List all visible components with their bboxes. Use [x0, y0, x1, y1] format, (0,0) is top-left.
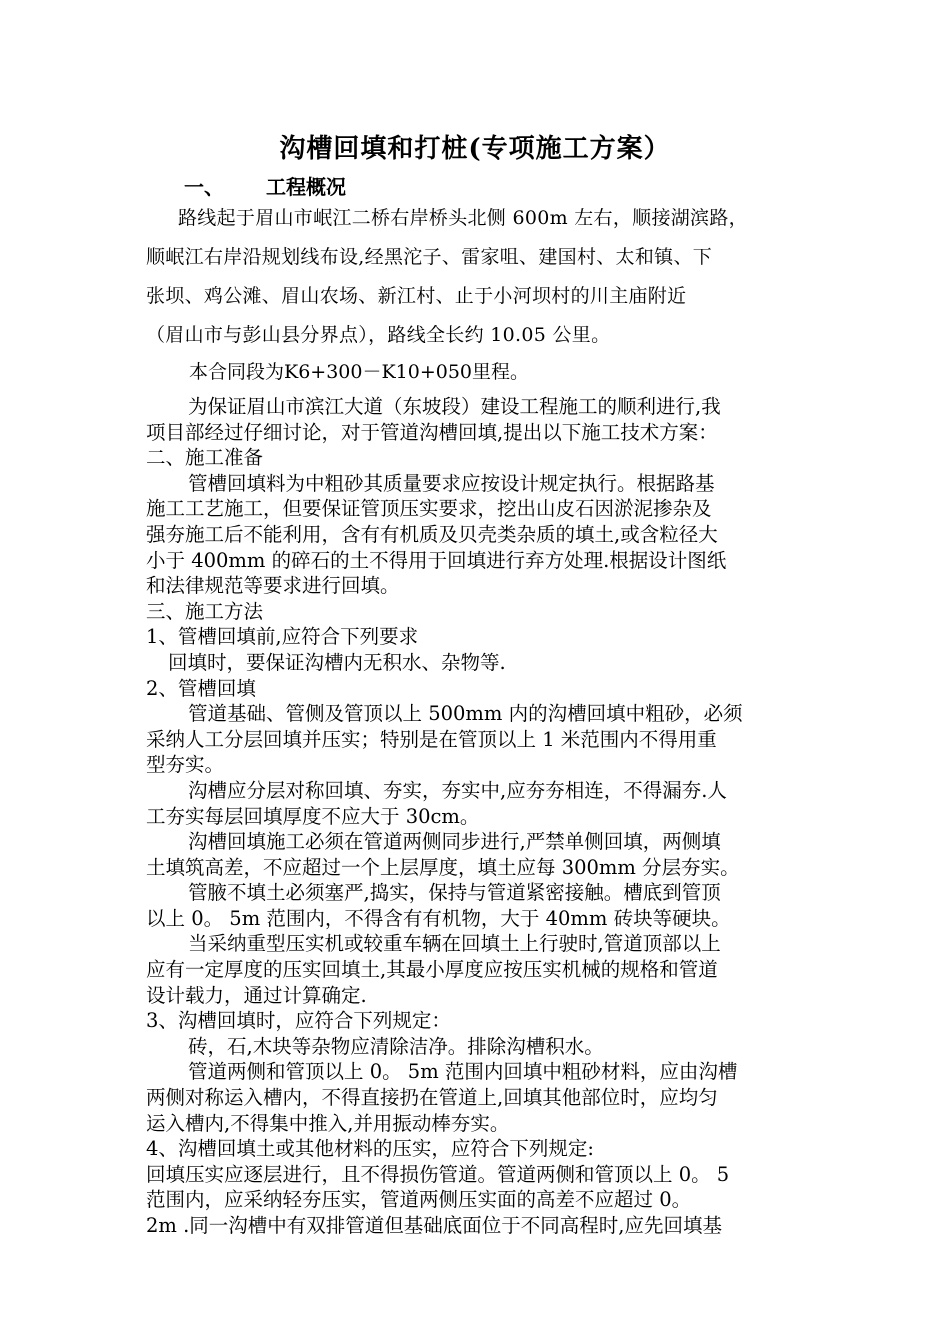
paragraph-line: 沟槽回填施工必须在管道两侧同步进行,严禁单侧回填，两侧填 — [188, 830, 721, 854]
paragraph-line: 项目部经过仔细讨论，对于管道沟槽回填,提出以下施工技术方案： — [146, 420, 718, 444]
paragraph-line: 两侧对称运入槽内，不得直接扔在管道上,回填其他部位时，应均匀 — [146, 1086, 718, 1110]
paragraph-line: 回填压实应逐层进行，且不得损伤管道。管道两侧和管顶以上 0。 5 — [146, 1162, 730, 1186]
paragraph-line: 回填时，要保证沟槽内无积水、杂物等. — [168, 650, 506, 674]
paragraph-line: 砖，石,木块等杂物应清除洁净。排除沟槽积水。 — [188, 1034, 604, 1058]
section-heading-overview — [184, 174, 346, 200]
paragraph-line: 强夯施工后不能利用，含有有机质及贝壳类杂质的填土,或含粒径大 — [146, 522, 718, 546]
paragraph-line: 型夯实。 — [146, 753, 225, 777]
body-text — [146, 394, 826, 1239]
paragraph-line: 沟槽应分层对称回填、夯实，夯实中,应夯夯相连，不得漏夯.人 — [188, 778, 727, 802]
paragraph-line: 管腋不填土必须塞严,捣实，保持与管道紧密接触。槽底到管顶 — [188, 881, 721, 905]
paragraph-line: 应有一定厚度的压实回填土,其最小厚度应按压实机械的规格和管道 — [146, 958, 718, 982]
intro-paragraph — [146, 199, 826, 355]
paragraph-line: 张坝、鸡公滩、眉山农场、新江村、止于小河坝村的川主庙附近 — [146, 285, 687, 307]
paragraph-line: 运入槽内,不得集中推入,并用振动棒夯实。 — [146, 1111, 510, 1135]
subsection-heading: 3、沟槽回填时，应符合下列规定： — [146, 1009, 451, 1033]
paragraph-line: 路线起于眉山市岷江二桥右岸桥头北侧 600m 左右，顺接湖滨路， — [178, 207, 748, 229]
paragraph-line: 管道基础、管侧及管顶以上 500mm 内的沟槽回填中粗砂，必须 — [188, 702, 743, 726]
paragraph-line: 管槽回填料为中粗砂其质量要求应按设计规定执行。根据路基 — [188, 471, 715, 495]
section-heading-preparation: 二、施工准备 — [146, 446, 264, 470]
paragraph-line: 当采纳重型压实机或较重车辆在回填土上行驶时,管道顶部以上 — [188, 932, 721, 956]
paragraph-line: 范围内，应采纳轻夯压实，管道两侧压实面的高差不应超过 0。 — [146, 1188, 692, 1212]
paragraph-line: 为保证眉山市滨江大道（东坡段）建设工程施工的顺利进行,我 — [188, 395, 721, 418]
paragraph-line: 施工工艺施工，但要保证管顶压实要求，挖出山皮石因淤泥掺杂及 — [146, 497, 712, 521]
paragraph-line: 设计载力，通过计算确定. — [146, 983, 367, 1007]
document-title: 沟槽回填和打桩(专项施工方案） — [279, 134, 671, 164]
contract-section-line: 本合同段为K6+300－K10+050里程。 — [189, 361, 530, 383]
paragraph-line: 管道两侧和管顶以上 0。 5m 范围内回填中粗砂材料，应由沟槽 — [188, 1060, 738, 1084]
paragraph-line: 和法律规范等要求进行回填。 — [146, 574, 400, 598]
paragraph-line: 土填筑高差，不应超过一个上层厚度，填土应每 300mm 分层夯实。 — [146, 855, 740, 879]
paragraph-line: 采纳人工分层回填并压实；特别是在管顶以上 1 米范围内不得用重 — [146, 727, 717, 751]
paragraph-line: 工夯实每层回填厚度不应大于 30cm。 — [146, 804, 480, 828]
paragraph-line: （眉山市与彭山县分界点），路线全长约 10.05 公里。 — [146, 324, 611, 346]
subsection-heading: 2、管槽回填 — [146, 676, 256, 700]
paragraph-line: 以上 0。 5m 范围内，不得含有有机物，大于 40mm 砖块等硬块。 — [146, 906, 731, 930]
section-heading-method: 三、施工方法 — [146, 599, 264, 623]
paragraph-line: 小于 400mm 的碎石的土不得用于回填进行弃方处理.根据设计图纸 — [146, 548, 727, 572]
section-heading-text: 工程概况 — [266, 175, 346, 199]
paragraph-line: 2m .同一沟槽中有双排管道但基础底面位于不同高程时,应先回填基 — [146, 1214, 722, 1237]
subsection-heading: 4、沟槽回填土或其他材料的压实，应符合下列规定: — [146, 1137, 594, 1161]
paragraph-line: 顺岷江右岸沿规划线布设,经黑沱子、雷家咀、建国村、太和镇、下 — [146, 246, 713, 268]
subsection-heading: 1、管槽回填前,应符合下列要求 — [146, 625, 419, 649]
section-number: 一、 — [184, 175, 224, 199]
